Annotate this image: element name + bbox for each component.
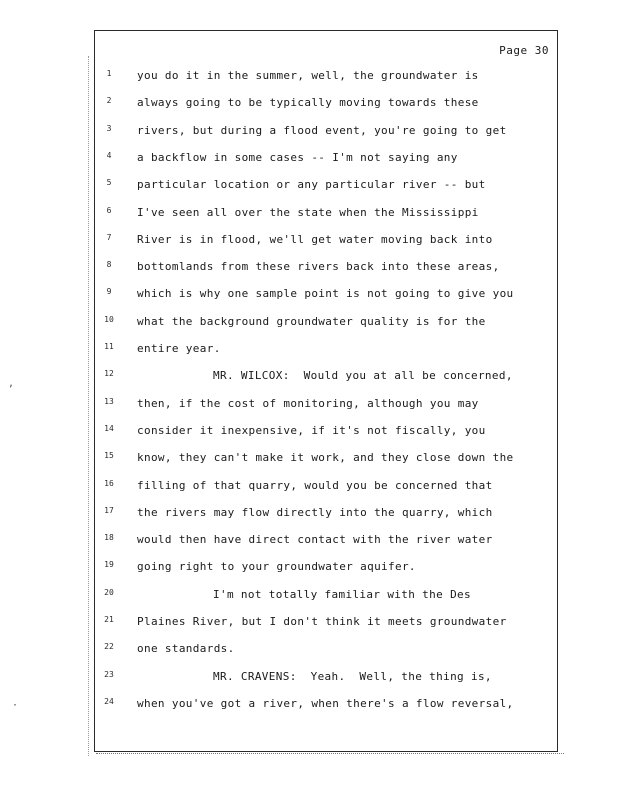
left-margin-rule xyxy=(88,56,90,756)
transcript-line xyxy=(95,204,559,231)
line-number: 11 xyxy=(104,342,114,351)
transcript-line xyxy=(95,695,559,722)
line-number: 8 xyxy=(106,260,112,270)
line-number: 15 xyxy=(104,451,114,461)
line-text: filling of that quarry, would you be concerned that xyxy=(137,478,493,492)
line-number: 1 xyxy=(106,69,112,78)
line-text: what the background groundwater quality is for the xyxy=(137,314,486,328)
line-text: I'm not totally familiar with the Des xyxy=(213,587,471,601)
line-text: particular location or any particular river -- but xyxy=(137,178,486,192)
transcript-line xyxy=(95,231,559,258)
transcript-line xyxy=(95,313,559,340)
line-number: 22 xyxy=(104,642,114,652)
line-number: 4 xyxy=(106,150,112,160)
line-text: going right to your groundwater aquifer. xyxy=(137,560,416,574)
line-number: 13 xyxy=(104,396,114,406)
line-number: 2 xyxy=(106,96,112,106)
transcript-line xyxy=(95,504,559,531)
line-text: a backflow in some cases -- I'm not saying any xyxy=(137,150,458,164)
line-text: entire year. xyxy=(137,342,221,355)
transcript-line xyxy=(95,122,559,149)
transcript-line xyxy=(95,449,559,476)
transcript-line xyxy=(95,67,559,94)
line-number: 23 xyxy=(104,669,114,679)
line-number: 3 xyxy=(106,123,112,133)
line-text: know, they can't make it work, and they close down the xyxy=(137,451,514,465)
transcript-line xyxy=(95,285,559,312)
line-number: 19 xyxy=(104,560,114,570)
line-number: 7 xyxy=(106,232,112,242)
line-text: MR. WILCOX: Would you at all be concerned, xyxy=(213,369,513,383)
transcript-line xyxy=(95,176,559,203)
line-number: 16 xyxy=(104,478,114,488)
line-text: you do it in the summer, well, the groundwater is xyxy=(137,69,479,82)
transcript-line xyxy=(95,586,559,613)
line-text: which is why one sample point is not going to give you xyxy=(137,287,514,301)
line-text: would then have direct contact with the river water xyxy=(137,533,493,547)
transcript-line xyxy=(95,558,559,585)
line-number: 5 xyxy=(106,178,112,188)
transcript-line xyxy=(95,422,559,449)
line-text: Plaines River, but I don't think it meets groundwater xyxy=(137,615,507,628)
line-text: consider it inexpensive, if it's not fiscally, you xyxy=(137,423,486,437)
line-text: one standards. xyxy=(137,642,235,656)
line-text: MR. CRAVENS: Yeah. Well, the thing is, xyxy=(213,669,492,683)
line-number: 20 xyxy=(104,587,114,597)
line-number: 9 xyxy=(106,287,112,297)
line-number: 24 xyxy=(104,696,114,706)
transcript-line xyxy=(95,640,559,667)
transcript-line xyxy=(95,395,559,422)
line-text: always going to be typically moving towards these xyxy=(137,96,479,110)
transcript-page xyxy=(94,30,558,752)
transcript-line xyxy=(95,258,559,285)
line-text: I've seen all over the state when the Mississippi xyxy=(137,205,479,219)
margin-dot-bottom: · xyxy=(12,700,19,711)
transcript-line xyxy=(95,477,559,504)
line-text: the rivers may flow directly into the quarry, which xyxy=(137,505,493,519)
line-number: 6 xyxy=(106,205,112,215)
line-number: 14 xyxy=(104,423,114,433)
line-text: River is in flood, we'll get water moving back into xyxy=(137,232,493,246)
line-number: 21 xyxy=(104,615,114,624)
transcript-line xyxy=(95,149,559,176)
line-number: 12 xyxy=(104,369,114,379)
margin-dot-top: , xyxy=(8,378,15,389)
line-number: 10 xyxy=(104,314,114,324)
line-number: 18 xyxy=(104,533,114,543)
page-bottom-rule xyxy=(96,752,564,754)
transcript-line xyxy=(95,367,559,394)
line-text: bottomlands from these rivers back into these areas, xyxy=(137,260,500,274)
line-text: when you've got a river, when there's a flow reversal, xyxy=(137,696,514,710)
line-text: then, if the cost of monitoring, although you may xyxy=(137,396,479,410)
line-number: 17 xyxy=(104,505,114,515)
transcript-line xyxy=(95,94,559,121)
line-text: rivers, but during a flood event, you're going to get xyxy=(137,123,507,137)
transcript-line xyxy=(95,668,559,695)
page-number: Page 30 xyxy=(499,44,549,57)
transcript-line xyxy=(95,613,559,640)
transcript-line xyxy=(95,531,559,558)
transcript-line xyxy=(95,340,559,367)
